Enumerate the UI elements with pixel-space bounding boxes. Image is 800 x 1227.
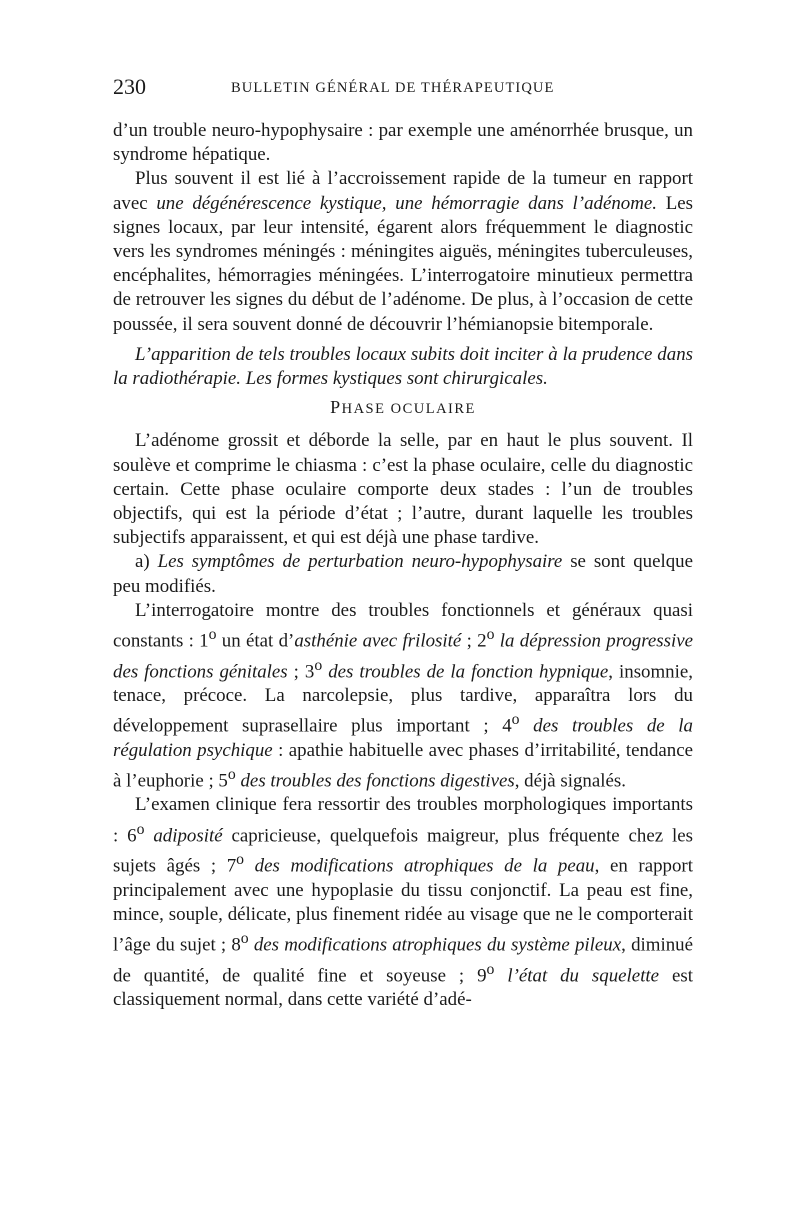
- paragraph-subsection-a: a) Les symptômes de perturbation neuro-hypophysaire se sont quelque peu modifiés.: [113, 551, 693, 597]
- paragraph-interrogatoire: L’interrogatoire montre des troubles fonctionnels et généraux quasi constants : 1$^o$ un état d’asthénie avec frilosité ; 2$^o$ la dépression progressive des fonctions génitales ; 3$^o$ des troubles de la fonction hypnique, insomnie, tenace, précoce. La narcolepsie, plus tardive, apparaîtra lors du développement suprasellaire plus important ; 4$^o$ des troubles de la régulation psychique : apathie habituelle avec phases d’irritabilité, tendance à l’euphorie ; 5$^o$ des troubles des fonctions digestives, déjà signalés.: [113, 599, 693, 792]
- page-header: [113, 74, 693, 104]
- running-title: BULLETIN GÉNÉRAL DE THÉRAPEUTIQUE: [231, 80, 555, 96]
- paragraph-examen-clinique: L’examen clinique fera ressortir des troubles morphologiques importants : 6$^o$ adiposité capricieuse, quelquefois maigreur, plus fréquente chez les sujets âgés ; 7$^o$ des modifications atrophiques de la peau, en rapport principalement avec une hypoplasie du tissu conjonctif. La peau est fine, mince, souple, délicate, plus finement ridée au visage que ne le comporterait l’âge du sujet ; 8$^o$ des modifications atrophiques du système pileux, diminué de quantité, de qualité fine et soyeuse ; 9$^o$ l’état du squelette est classiquement normal, dans cette variété d’adé-: [113, 794, 693, 1011]
- paragraph-conclusion: L’apparition de tels troubles locaux subits doit inciter à la prudence dans la radiothérapie. Les formes kystiques sont chirurgicales.: [113, 343, 693, 390]
- paragraph-complications: Plus souvent il est lié à l’accroissement rapide de la tumeur en rapport avec une dégénérescence kystique, une hémorragie dans l’adénome. Les signes locaux, par leur intensité, égarent alors fréquemment le diagnostic vers les syndromes méningés : méningites aiguës, méningites tuberculeuses, encéphalites, hémorragies méningées. L’interrogatoire minutieux permettra de retrouver les signes du début de l’adénome. De plus, à l’occasion de cette poussée, il sera souvent donné de découvrir l’hémianopsie bitemporale.: [113, 168, 693, 335]
- body-text: [113, 119, 693, 1012]
- page-number: 230: [113, 74, 146, 99]
- paragraph-ocular-phase: L’adénome grossit et déborde la selle, par en haut le plus souvent. Il soulève et comprime le chiasma : c’est la phase oculaire, celle du diagnostic certain. Cette phase oculaire comporte deux stades : l’un de troubles objectifs, qui est la période d’état ; l’autre, durant laquelle les troubles subjectifs apparaissent, et qui est déjà une phase tardive.: [113, 430, 693, 549]
- section-heading: PHASE OCULAIRE: [330, 397, 476, 418]
- paragraph-continuation: d’un trouble neuro-hypophysaire : par exemple une aménorrhée brusque, un syndrome hépatique.: [113, 120, 693, 166]
